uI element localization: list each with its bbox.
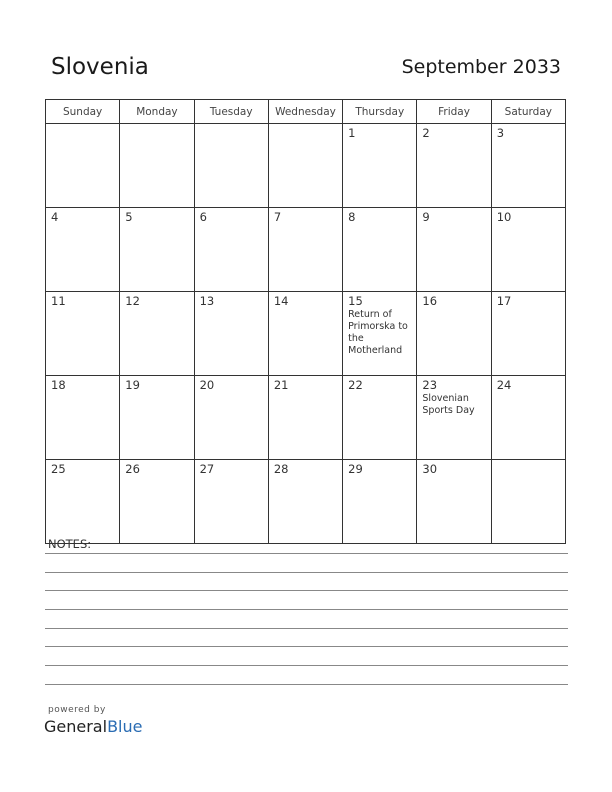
note-line [45,609,568,610]
day-cell [268,124,342,208]
day-number: 10 [496,210,512,224]
generalblue-logo [44,717,142,736]
note-line [45,684,568,685]
day-cell [343,460,417,544]
day-number: 18 [51,378,66,392]
day-cell [46,208,120,292]
day-cell [343,124,417,208]
day-number: 27 [199,462,215,476]
day-number: 7 [273,210,282,224]
day-number: 1 [348,126,356,140]
day-cell [417,376,491,460]
day-cell [194,376,268,460]
note-line [45,590,568,591]
day-cell [491,376,565,460]
day-cell [46,460,120,544]
day-number: 15 [348,294,363,308]
day-cell [417,292,491,376]
day-cell [46,376,120,460]
day-number: 2 [422,126,430,140]
day-cell [343,292,417,376]
day-number: 5 [125,210,133,224]
day-number: 26 [125,462,140,476]
day-number: 16 [422,294,438,308]
day-cell [120,460,194,544]
day-cell [491,292,565,376]
note-line [45,628,568,629]
day-cell [343,208,417,292]
weekday-header-row [46,100,566,124]
day-cell [343,376,417,460]
day-cell [194,124,268,208]
brand-general: General [44,717,108,736]
day-cell [417,124,491,208]
week-row [46,376,566,460]
note-line [45,646,568,647]
day-cell [268,460,342,544]
day-cell [194,208,268,292]
day-number: 4 [51,210,59,224]
weekday-sunday: Sunday [46,100,120,124]
day-number: 3 [496,126,505,140]
day-cell [120,124,194,208]
day-cell [491,208,565,292]
weekday-saturday: Saturday [491,100,565,124]
day-number: 25 [51,462,66,476]
day-number: 22 [348,378,363,392]
day-number: 14 [273,294,289,308]
week-row [46,208,566,292]
day-number: 19 [125,378,140,392]
month-year-title: September 2033 [401,56,561,78]
weekday-wednesday: Wednesday [268,100,342,124]
day-cell [194,292,268,376]
holiday-label: Return of Primorska to the Motherland [348,309,408,356]
note-line [45,553,568,554]
calendar-grid [45,99,566,544]
week-row [46,292,566,376]
powered-by-text: powered by [48,705,106,715]
day-number: 13 [199,294,215,308]
day-cell [268,208,342,292]
day-cell [268,292,342,376]
week-row [46,460,566,544]
holiday-label: Slovenian Sports Day [422,393,475,416]
weekday-friday: Friday [417,100,491,124]
day-number: 24 [496,378,512,392]
day-number: 21 [273,378,289,392]
weekday-monday: Monday [120,100,194,124]
day-cell [120,376,194,460]
day-number: 9 [422,210,430,224]
day-number: 20 [199,378,215,392]
country-title: Slovenia [51,54,149,80]
day-number: 30 [422,462,438,476]
weekday-thursday: Thursday [343,100,417,124]
week-row [46,124,566,208]
day-number: 6 [199,210,207,224]
day-number: 29 [348,462,363,476]
day-number: 17 [496,294,512,308]
day-number: 23 [422,378,438,392]
weekday-tuesday: Tuesday [194,100,268,124]
day-cell [120,208,194,292]
day-cell [194,460,268,544]
brand-blue: Blue [107,717,143,736]
day-cell [46,292,120,376]
day-number: 28 [273,462,289,476]
day-number: 11 [51,294,66,308]
day-number: 8 [348,210,356,224]
notes-label: NOTES: [48,537,92,551]
day-cell [417,208,491,292]
day-cell [491,124,565,208]
note-line [45,572,568,573]
day-cell [491,460,565,544]
note-line [45,665,568,666]
day-number: 12 [125,294,140,308]
day-cell [417,460,491,544]
day-cell [268,376,342,460]
day-cell [46,124,120,208]
day-cell [120,292,194,376]
